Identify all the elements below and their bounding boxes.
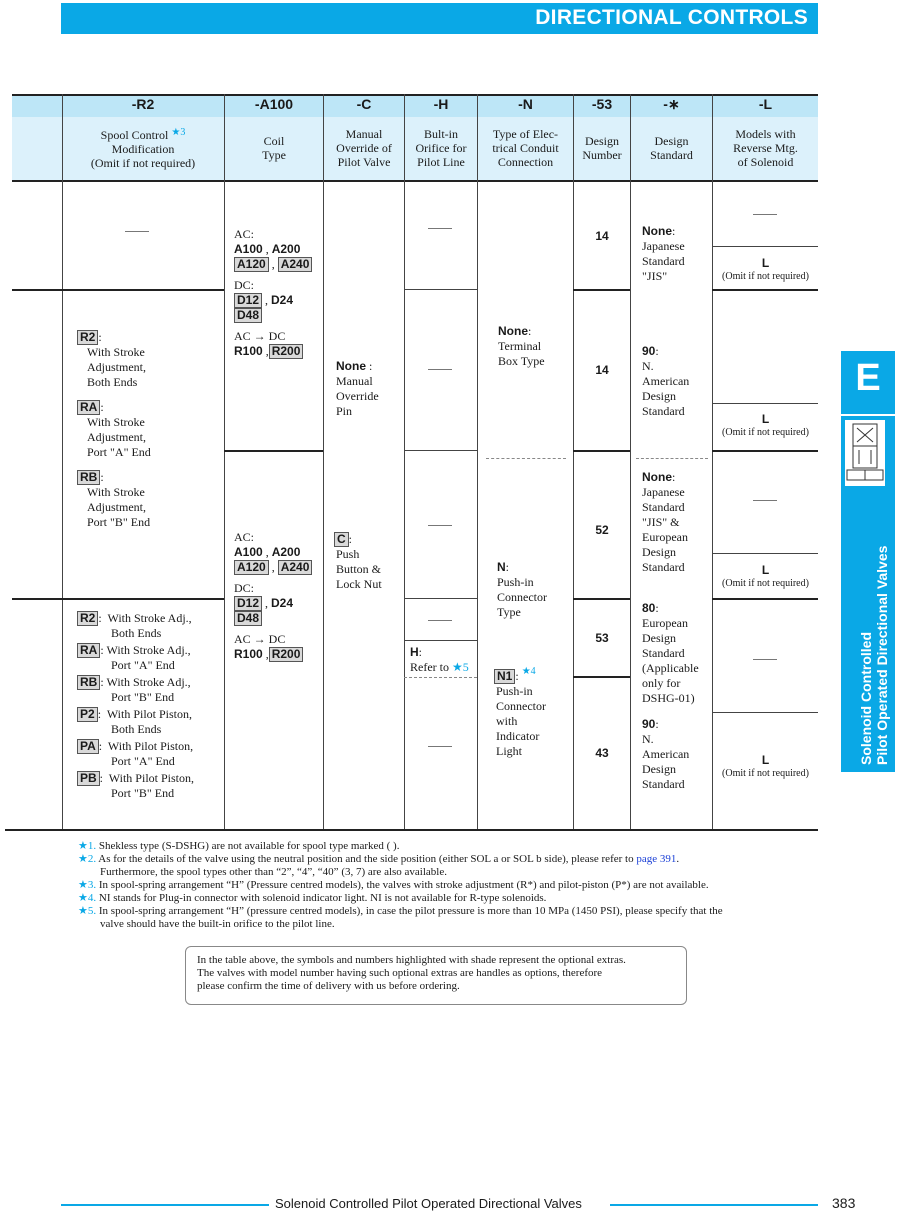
orifice-dash [428,369,452,370]
svg-text:Pilot Operated Directional Val: Pilot Operated Directional Valves [874,545,890,765]
design-std-na: 90: N. American Design Standard [642,344,690,418]
footnote: ★1. Shekless type (S-DSHG) are not available for spool type marked ( ). [78,840,400,852]
footnotes [78,840,723,931]
row-line [12,598,224,600]
design-number-cell: 14 [595,363,609,377]
grid-vline [630,94,631,830]
col-desc-design-number: Design Number [582,134,622,162]
reverse-dash [753,500,777,501]
reverse-l: L (Omit if not required) [722,412,809,438]
row-line [712,289,818,291]
col-code-53: -53 [591,96,613,112]
col-desc-spool: Spool Control $^{★3}$ Modification (Omit if not required) [90,127,196,170]
spool-none-dash [125,231,149,232]
option-code-ra: RA [77,643,100,658]
row-line [224,450,323,452]
row-line [404,289,477,290]
page-number: 383 [832,1195,856,1211]
valve-symbol-icon [845,420,885,486]
option-code-r2: R2 [77,330,98,345]
conduit-none: None: Terminal Box Type [498,324,545,368]
col-desc-coil: Coil Type [262,134,286,162]
coil-group-top: AC: A100 , A200 A120 , A240 DC: D12 , D24 D48 AC → DC R100 , R200 [234,227,312,359]
design-std-na-2: 90: N. American Design Standard [642,717,690,791]
option-code-pa: PA [77,739,99,754]
col-code-c: -C [356,96,372,112]
conduit-n: N: Push-in Connector Type [497,560,547,619]
row-line [712,712,818,713]
footer-line [610,1204,818,1206]
col-desc-design-standard: Design Standard [650,134,693,162]
row-line [712,553,818,554]
row-line [573,676,630,678]
section-letter: E [855,357,881,399]
design-std-jis-eu: None: Japanese Standard "JIS" & European Design Standard [642,470,688,574]
option-code-c: C [334,532,349,547]
col-code-a100: -A100 [254,96,294,112]
footnote: ★3. In spool-spring arrangement “H” (Pressure centred models), the valves with stroke adjustment (R*) and pilot-piston (P*) are not available. [78,879,709,891]
grid-vline [573,94,574,830]
col-code-n: -N [518,96,533,112]
grid-vline [404,94,405,830]
manual-none: None : Manual Override Pin [336,359,379,418]
conduit-n1: N1 : $^{★4}$ Push-in Connector with Indicator Light [496,666,546,758]
row-line [573,450,630,452]
row-line [712,598,818,600]
grid-vline [323,94,324,830]
svg-text:Solenoid Controlled: Solenoid Controlled [858,632,874,765]
col-desc-manual: Manual Override of Pilot Valve [336,127,392,169]
grid-vline [224,94,225,830]
footer-title: Solenoid Controlled Pilot Operated Directional Valves [275,1196,582,1211]
reverse-l: L (Omit if not required) [722,563,809,589]
orifice-dash [428,746,452,747]
footnote: valve should have the built-in orifice to the pilot line. [100,918,335,930]
row-line [404,450,477,451]
reverse-dash [753,659,777,660]
row-line [712,246,818,247]
design-number-cell: 53 [595,631,609,645]
row-line [712,450,818,452]
col-desc-reverse: Models with Reverse Mtg. of Solenoid [733,127,798,169]
row-line [712,403,818,404]
optional-extras-note: In the table above, the symbols and numbers highlighted with shade represent the optional extras. The valves with model number having such optional extras are handles as options, therefore please confirm the time of delivery with us before ordering. [185,946,687,1005]
col-code-r2: -R2 [131,96,155,112]
col-code-l: -L [758,96,773,112]
option-code-ra: RA [77,400,100,415]
footer-line [61,1204,269,1206]
design-number-cell: 52 [595,523,609,537]
dashed-divider [404,677,477,678]
footnote: ★5. In spool-spring arrangement “H” (pressure centred models), in case the pilot pressure is more than 10 MPa (1450 PSI), please specify that the [78,905,723,917]
page-link[interactable]: page 391 [636,853,677,865]
footnote: ★4. NI stands for Plug-in connector with solenoid indicator light. NI is not available for R-type solenoids. [78,892,547,904]
row-line [573,289,630,291]
dashed-divider [486,458,566,459]
row-line [404,640,477,641]
table-bottom-line [5,829,818,831]
option-code-rb: RB [77,470,100,485]
row-line [573,598,630,600]
reverse-l: L (Omit if not required) [722,753,809,779]
section-header-bar [61,3,818,34]
option-code-r2: R2 [77,611,98,626]
spool-group-a: R2 : With Stroke Adjustment, Both Ends RA : With Stroke Adjustment, Port "A" End RB : With Stroke Adjustment, Port "B" End [77,330,151,530]
spool-group-b: R2 : With Stroke Adj., Both Ends RA : With Stroke Adj., Port "A" End RB : With Stroke Adj., Port "B" End P2 : With Pilot Piston, Both Ends PA : With Pilot Piston, Port "A" End PB : With Pilot Piston, Port "B" End [77,611,194,801]
orifice-dash [428,525,452,526]
footnote: ★2. As for the details of the valve using the neutral position and the side position (either SOL a or SOL b side), please refer to page 391. [78,853,680,865]
reverse-dash [753,214,777,215]
row-line [12,289,224,291]
section-title: DIRECTIONAL CONTROLS [535,6,808,29]
coil-group-bottom: AC: A100 , A200 A120 , A240 DC: D12 , D24 D48 AC → DC R100 , R200 [234,530,312,662]
col-code-star: -∗ [663,96,680,112]
design-number-cell: 43 [595,746,609,760]
col-desc-orifice: Bult-in Orifice for Pilot Line [415,127,467,169]
orifice-dash [428,228,452,229]
grid-vline [712,94,713,830]
grid-vline [62,94,63,830]
manual-c: C : Push Button & Lock Nut [336,532,382,591]
design-std-jis: None: Japanese Standard "JIS" [642,224,685,283]
reverse-l: L (Omit if not required) [722,256,809,282]
footnote: Furthermore, the spool types other than “2”, “4”, “40” (3, 7) are also available. [100,866,447,878]
grid-vline [477,94,478,830]
col-desc-conduit: Type of Elec- trical Conduit Connection [492,127,559,169]
option-code-pb: PB [77,771,100,786]
col-code-h: -H [433,96,449,112]
design-std-eu: 80: European Design Standard (Applicable only for DSHG-01) [642,601,699,705]
row-line [404,598,477,599]
design-number-cell: 14 [595,229,609,243]
option-code-rb: RB [77,675,100,690]
orifice-dash [428,620,452,621]
option-code-p2: P2 [77,707,98,722]
orifice-h: H: Refer to ★5 [410,645,469,674]
section-letter-box [841,351,895,416]
option-code-n1: N1 [494,669,515,684]
dashed-divider [636,458,708,459]
